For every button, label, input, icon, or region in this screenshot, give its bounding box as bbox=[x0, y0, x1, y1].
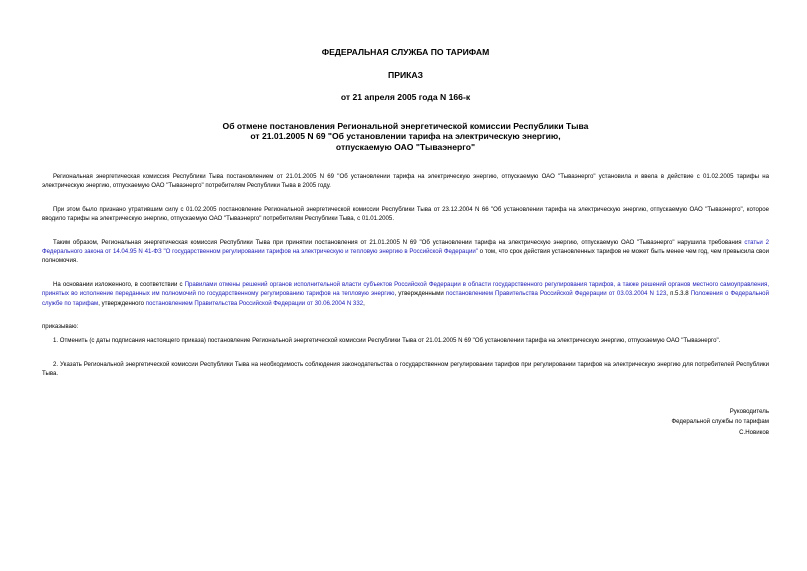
paragraph-4 bbox=[42, 280, 769, 308]
paragraph-4-text-a: На основании изложенного, в соответствии с bbox=[53, 280, 185, 288]
signature-name: С.Новиков bbox=[739, 428, 769, 436]
document-type: ПРИКАЗ bbox=[388, 69, 423, 80]
order-item-1: 1. Отменить (с даты подписания настоящего приказа) постановление Региональной энергетической комиссии Республики Тыва от 21.01.2005 N 69 "Об установлении тарифа на электрическую энергию, отпускаемую ОАО "Тываэнерго". bbox=[53, 337, 721, 345]
rules-link[interactable]: Правилами отмены решений органов исполнительной власти субъектов Российской Федерации в области государственного регулирования тарифов, а также решений органов местного самоуправления, принятых во исполнение переданных им полномочий по государственному регулированию тарифов на тепловую энергию bbox=[42, 280, 770, 298]
paragraph-1: Региональная энергетическая комиссия Республики Тыва постановлением от 21.01.2005 N 69 "Об установлении тарифа на электрическую энергию, отпускаемую ОАО "Тываэнерго" установила и ввела в действие с 01.02.2005 тарифы на электрическую энергию, отпускаемую ОАО "Тываэнерго" потребителям Республики Тыва в 2005 году. bbox=[42, 173, 769, 190]
fst-regulation-link[interactable]: Положения о Федеральной службе по тарифам bbox=[42, 290, 769, 307]
paragraph-4-text-c: , п.5.3.8 bbox=[666, 290, 691, 298]
document-title bbox=[42, 121, 769, 153]
paragraph-2: При этом было признано утратившим силу с 01.02.2005 постановление Региональной энергетической комиссии Республики Тыва от 23.12.2004 N 66 "Об установлении тарифа на электрическую энергию, отпускаемую ОАО "Тываэнерго", которое вводило тарифы на электрическую энергию, отпускаемую ОАО "Тываэнерго" потребителям Республики Тыва, с 01.01.2005. bbox=[42, 205, 769, 223]
paragraph-4-text-b: , утвержденными bbox=[394, 290, 446, 298]
organization-name: ФЕДЕРАЛЬНАЯ СЛУЖБА ПО ТАРИФАМ bbox=[321, 47, 490, 57]
document-body bbox=[42, 172, 769, 379]
document-date-number: от 21 апреля 2005 года N 166-к bbox=[340, 92, 471, 102]
title-line-1: Об отмене постановления Региональной энергетической комиссии Республики Тыва bbox=[222, 120, 589, 131]
signature-block bbox=[42, 407, 769, 439]
resolution-332-link[interactable]: постановлением Правительства Российской Федерации от 30.06.2004 N 332 bbox=[145, 299, 364, 307]
resolution-123-link[interactable]: постановлением Правительства Российской Федерации от 03.03.2004 N 123 bbox=[445, 290, 667, 298]
order-word: приказываю: bbox=[42, 323, 79, 331]
paragraph-3-text-a: Таким образом, Региональная энергетическая комиссия Республики Тыва при принятии постановления от 21.01.2005 N 69 "Об установлении тарифа на электрическую энергию, отпускаемую ОАО "Тываэнерго" нарушила требования bbox=[53, 238, 745, 246]
title-line-3: отпускаемую ОАО "Тываэнерго" bbox=[335, 141, 476, 152]
paragraph-4-text-e: , bbox=[363, 299, 365, 307]
order-item-2: 2. Указать Региональной энергетической комиссии Республики Тыва на необходимость соблюдения законодательства о государственном регулировании тарифов при регулировании тарифов на электрическую энергию для потребителей Республики Тыва. bbox=[42, 360, 769, 378]
signature-position: Руководитель bbox=[729, 407, 769, 415]
paragraph-4-text-d: , утвержденного bbox=[98, 299, 146, 307]
law-article-link[interactable]: статьи 2 Федерального закона от 14.04.95 N 41-ФЗ "О государственном регулировании тарифов на электрическую и тепловую энергию в Российской Федерации" bbox=[42, 238, 769, 256]
paragraph-3-text-b: о том, что срок действия установленных тарифов не может быть менее чем год, чем превысила свои полномочия. bbox=[42, 248, 769, 265]
title-line-2: от 21.01.2005 N 69 "Об установлении тарифа на электрическую энергию, bbox=[250, 131, 561, 141]
signature-organization: Федеральной службы по тарифам bbox=[671, 418, 769, 426]
paragraph-3 bbox=[42, 238, 769, 266]
